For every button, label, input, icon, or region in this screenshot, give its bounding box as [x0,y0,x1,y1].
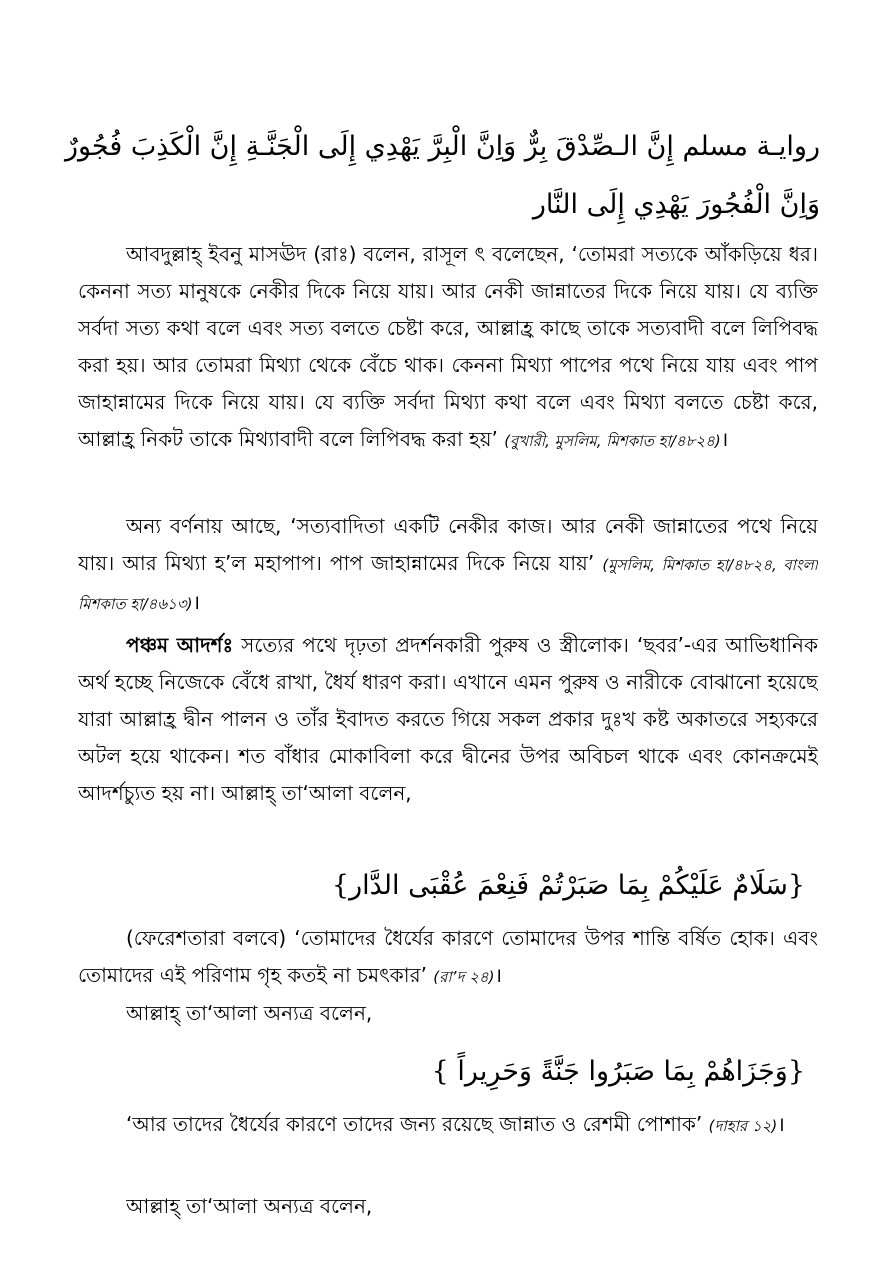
sentence-end: । [777,1112,785,1136]
citation: (দাহার ১২) [708,1117,778,1135]
paragraph-verse-2-translation [78,1106,818,1182]
sentence-end: । [720,427,729,451]
paragraph-text: (ফেরেশতারা বলবে) ‘তোমাদের ধৈর্যের কারণে তোমাদের উপর শান্তি বর্ষিত হোক। এবং তোমাদের এই পরিণাম গৃহ কতই না চমৎকার’ [78,926,818,987]
paragraph-text: সত্যের পথে দৃঢ়তা প্রদর্শনকারী পুরুষ ও স্ত্রীলোক। ‘ছবর’-এর আভিধানিক অর্থ হচ্ছে নিজেকে বেঁধে রাখা, ধৈর্য ধারণ করা। এখানে এমন পুরুষ ও নারীকে বোঝানো হয়েছে যারা আল্লাহ্র দ্বীন পালন ও তাঁর ইবাদত করতে গিয়ে সকল প্রকার দুঃখ কষ্ট অকাতরে সহ্যকরে অটল হয়ে থাকেন। শত বাঁধার মোকাবিলা করে দ্বীনের উপর অবিচল থাকে এবং কোনক্রমেই আদর্শচ্যুত হয় না। আল্লাহ্ তা‘আলা বলেন, [78,633,818,805]
paragraph-text: অন্য বর্ণনায় আছে, ‘সত্যবাদিতা একটি নেকীর কাজ। আর নেকী জান্নাতের পথে নিয়ে যায়। আর মিথ্যা হ’ল মহাপাপ। পাপ জাহান্নামের দিকে নিয়ে যায়’ [78,514,818,575]
sentence-end: । [192,590,201,614]
paragraph-text: ‘আর তাদের ধৈর্যের কারণে তাদের জন্য রয়েছে জান্নাত ও রেশমী পোশাক’ [126,1112,703,1136]
paragraph-text: আবদুল্লাহ্ ইবনু মাসঊদ (রাঃ) বলেন, রাসূল ৎ বলেছেন, ‘তোমরা সত্যকে আঁকড়িয়ে ধর। কেননা সত্য মানুষকে নেকীর দিকে নিয়ে যায়। আর নেকী জান্নাতের দিকে নিয়ে যায়। যে ব্যক্তি সর্বদা সত্য কথা বলে এবং সত্য বলতে চেষ্টা করে, আল্লাহ্র কাছে তাকে সত্যবাদী বলে লিপিবদ্ধ করা হয়। আর তোমরা মিথ্যা থেকে বেঁচে থাক। কেননা মিথ্যা পাপের পথে নিয়ে যায় এবং পাপ জাহান্নামের দিকে নিয়ে যায়। যে ব্যক্তি সর্বদা মিথ্যা কথা বলে এবং মিথ্যা বলতে চেষ্টা করে, আল্লাহ্র নিকট তাকে মিথ্যাবাদী বলে লিপিবদ্ধ করা হয়’ [78,242,818,451]
paragraph-verse-1-translation [78,920,818,996]
citation: (মুসলিম, মিশকাত হা/৪৮২৪, বাংলা মিশকাত হা/৪৬১৩) [78,556,818,613]
section-heading: পঞ্চম আদর্শঃ [126,633,234,657]
paragraph-allah-says-again: আল্লাহ্ তা‘আলা অন্যত্র বলেন, [126,1194,373,1218]
paragraph-allah-says: আল্লাহ্ তা‘আলা অন্যত্র বলেন, [126,1001,373,1025]
arabic-hadith-line-1: روايـة مسلم إِنَّ الـصِّدْقَ بِرٌّ وَاِنَّ الْبِرَّ يَهْدِي إِلَى الْجَنَّـةِ إِنَّ الْكَذِبَ فُجُورٌ [64,131,820,162]
paragraph-other-narration [78,508,818,622]
paragraph-fifth-ideal [78,627,818,851]
paragraph-hadith-translation [78,236,818,498]
arabic-verse-1: {سَلَامٌ عَلَيْكُمْ بِمَا صَبَرْتُمْ فَنِعْمَ عُقْبَى الدَّار} [331,870,805,901]
sentence-end: । [494,963,503,987]
citation: (বুখারী, মুসলিম, মিশকাত হা/৪৮২৪) [504,432,721,450]
citation: (রা’দ ২৪) [433,968,495,986]
arabic-hadith-line-2: وَاِنَّ الْفُجُورَ يَهْدِي إِلَى النَّار [532,189,820,220]
arabic-verse-2: {وَجَزَاهُمْ بِمَا صَبَرُوا جَنَّةً وَحَرِيراً } [431,1056,805,1087]
